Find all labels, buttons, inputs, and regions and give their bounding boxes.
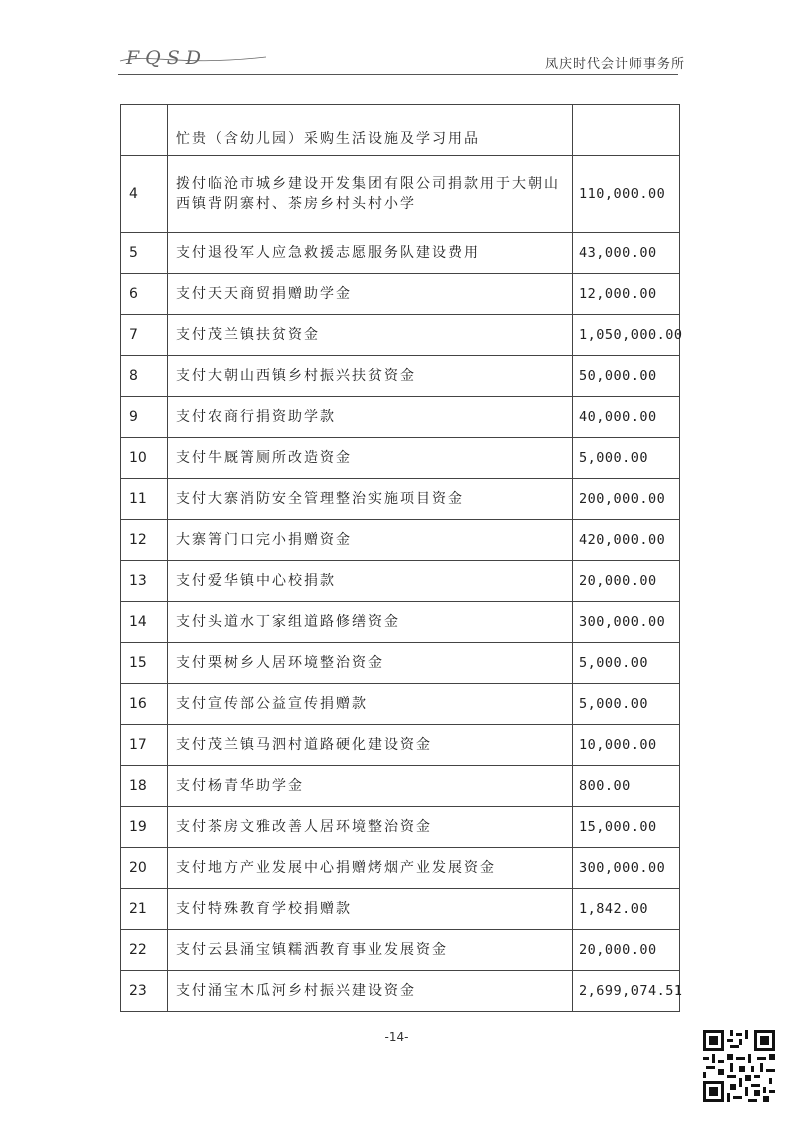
table-row bbox=[121, 684, 680, 725]
table-row bbox=[121, 274, 680, 315]
description-cell: 支付特殊教育学校捐赠款 bbox=[168, 889, 573, 930]
amount-cell: 20,000.00 bbox=[573, 561, 680, 602]
table-row bbox=[121, 315, 680, 356]
expense-table-body bbox=[121, 105, 683, 1012]
table-row bbox=[121, 807, 680, 848]
row-number-cell: 11 bbox=[121, 479, 168, 520]
amount-cell: 50,000.00 bbox=[573, 356, 680, 397]
amount-cell: 420,000.00 bbox=[573, 520, 680, 561]
row-number-cell: 7 bbox=[121, 315, 168, 356]
table-row bbox=[121, 233, 680, 274]
expense-table bbox=[120, 104, 683, 1012]
table-row bbox=[121, 602, 680, 643]
page-number: -14- bbox=[384, 1030, 409, 1044]
amount-cell: 20,000.00 bbox=[573, 930, 680, 971]
table-row bbox=[121, 438, 680, 479]
description-cell: 支付杨青华助学金 bbox=[168, 766, 573, 807]
row-number-cell: 20 bbox=[121, 848, 168, 889]
description-cell: 支付爱华镇中心校捐款 bbox=[168, 561, 573, 602]
amount-cell: 800.00 bbox=[573, 766, 680, 807]
table-row bbox=[121, 356, 680, 397]
amount-cell: 5,000.00 bbox=[573, 684, 680, 725]
table-row bbox=[121, 889, 680, 930]
description-cell: 支付天天商贸捐赠助学金 bbox=[168, 274, 573, 315]
table-row bbox=[121, 105, 680, 156]
amount-cell: 12,000.00 bbox=[573, 274, 680, 315]
row-number-cell: 13 bbox=[121, 561, 168, 602]
table-row bbox=[121, 766, 680, 807]
amount-cell: 5,000.00 bbox=[573, 643, 680, 684]
amount-cell: 2,699,074.51 bbox=[573, 971, 680, 1012]
description-cell: 支付云县涌宝镇糯洒教育事业发展资金 bbox=[168, 930, 573, 971]
amount-cell: 300,000.00 bbox=[573, 848, 680, 889]
row-number-cell: 14 bbox=[121, 602, 168, 643]
row-number-cell: 22 bbox=[121, 930, 168, 971]
table-row bbox=[121, 643, 680, 684]
amount-cell: 15,000.00 bbox=[573, 807, 680, 848]
row-number-cell: 12 bbox=[121, 520, 168, 561]
header-rule bbox=[118, 74, 678, 75]
description-cell: 支付茶房文雅改善人居环境整治资金 bbox=[168, 807, 573, 848]
table-row bbox=[121, 848, 680, 889]
table-row bbox=[121, 479, 680, 520]
table-row bbox=[121, 971, 680, 1012]
description-cell: 支付退役军人应急救援志愿服务队建设费用 bbox=[168, 233, 573, 274]
description-cell: 支付涌宝木瓜河乡村振兴建设资金 bbox=[168, 971, 573, 1012]
description-cell: 支付栗树乡人居环境整治资金 bbox=[168, 643, 573, 684]
description-cell: 忙贵（含幼儿园）采购生活设施及学习用品 bbox=[168, 105, 573, 156]
qr-code-icon bbox=[703, 1030, 775, 1102]
row-number-cell: 8 bbox=[121, 356, 168, 397]
amount-cell: 5,000.00 bbox=[573, 438, 680, 479]
row-number-cell: 5 bbox=[121, 233, 168, 274]
description-cell: 支付农商行捐资助学款 bbox=[168, 397, 573, 438]
table-row bbox=[121, 520, 680, 561]
amount-cell: 300,000.00 bbox=[573, 602, 680, 643]
firm-name: 凤庆时代会计师事务所 bbox=[544, 57, 685, 72]
row-number-cell: 21 bbox=[121, 889, 168, 930]
description-cell: 大寨箐门口完小捐赠资金 bbox=[168, 520, 573, 561]
logo-text: FQSD bbox=[126, 47, 208, 69]
row-number-cell: 9 bbox=[121, 397, 168, 438]
row-number-cell: 10 bbox=[121, 438, 168, 479]
row-number-cell: 19 bbox=[121, 807, 168, 848]
description-cell: 支付牛厩箐厕所改造资金 bbox=[168, 438, 573, 479]
row-number-cell: 4 bbox=[121, 156, 168, 233]
table-row bbox=[121, 397, 680, 438]
description-cell: 支付地方产业发展中心捐赠烤烟产业发展资金 bbox=[168, 848, 573, 889]
amount-cell: 200,000.00 bbox=[573, 479, 680, 520]
table-row bbox=[121, 725, 680, 766]
amount-cell: 43,000.00 bbox=[573, 233, 680, 274]
description-cell: 支付宣传部公益宣传捐赠款 bbox=[168, 684, 573, 725]
amount-cell: 40,000.00 bbox=[573, 397, 680, 438]
description-cell: 支付头道水丁家组道路修缮资金 bbox=[168, 602, 573, 643]
description-cell: 支付大寨消防安全管理整治实施项目资金 bbox=[168, 479, 573, 520]
description-cell: 拨付临沧市城乡建设开发集团有限公司捐款用于大朝山西镇背阴寨村、茶房乡村头村小学 bbox=[168, 156, 573, 233]
table-row bbox=[121, 156, 680, 233]
amount-cell bbox=[573, 105, 680, 156]
amount-cell: 110,000.00 bbox=[573, 156, 680, 233]
firm-logo bbox=[118, 45, 268, 71]
row-number-cell: 15 bbox=[121, 643, 168, 684]
description-cell: 支付茂兰镇马泗村道路硬化建设资金 bbox=[168, 725, 573, 766]
row-number-cell: 17 bbox=[121, 725, 168, 766]
table-row bbox=[121, 561, 680, 602]
row-number-cell bbox=[121, 105, 168, 156]
amount-cell: 1,842.00 bbox=[573, 889, 680, 930]
amount-cell: 1,050,000.00 bbox=[573, 315, 680, 356]
row-number-cell: 23 bbox=[121, 971, 168, 1012]
row-number-cell: 16 bbox=[121, 684, 168, 725]
row-number-cell: 6 bbox=[121, 274, 168, 315]
amount-cell: 10,000.00 bbox=[573, 725, 680, 766]
expense-table-container bbox=[120, 104, 683, 1012]
description-cell: 支付大朝山西镇乡村振兴扶贫资金 bbox=[168, 356, 573, 397]
table-row bbox=[121, 930, 680, 971]
row-number-cell: 18 bbox=[121, 766, 168, 807]
description-cell: 支付茂兰镇扶贫资金 bbox=[168, 315, 573, 356]
